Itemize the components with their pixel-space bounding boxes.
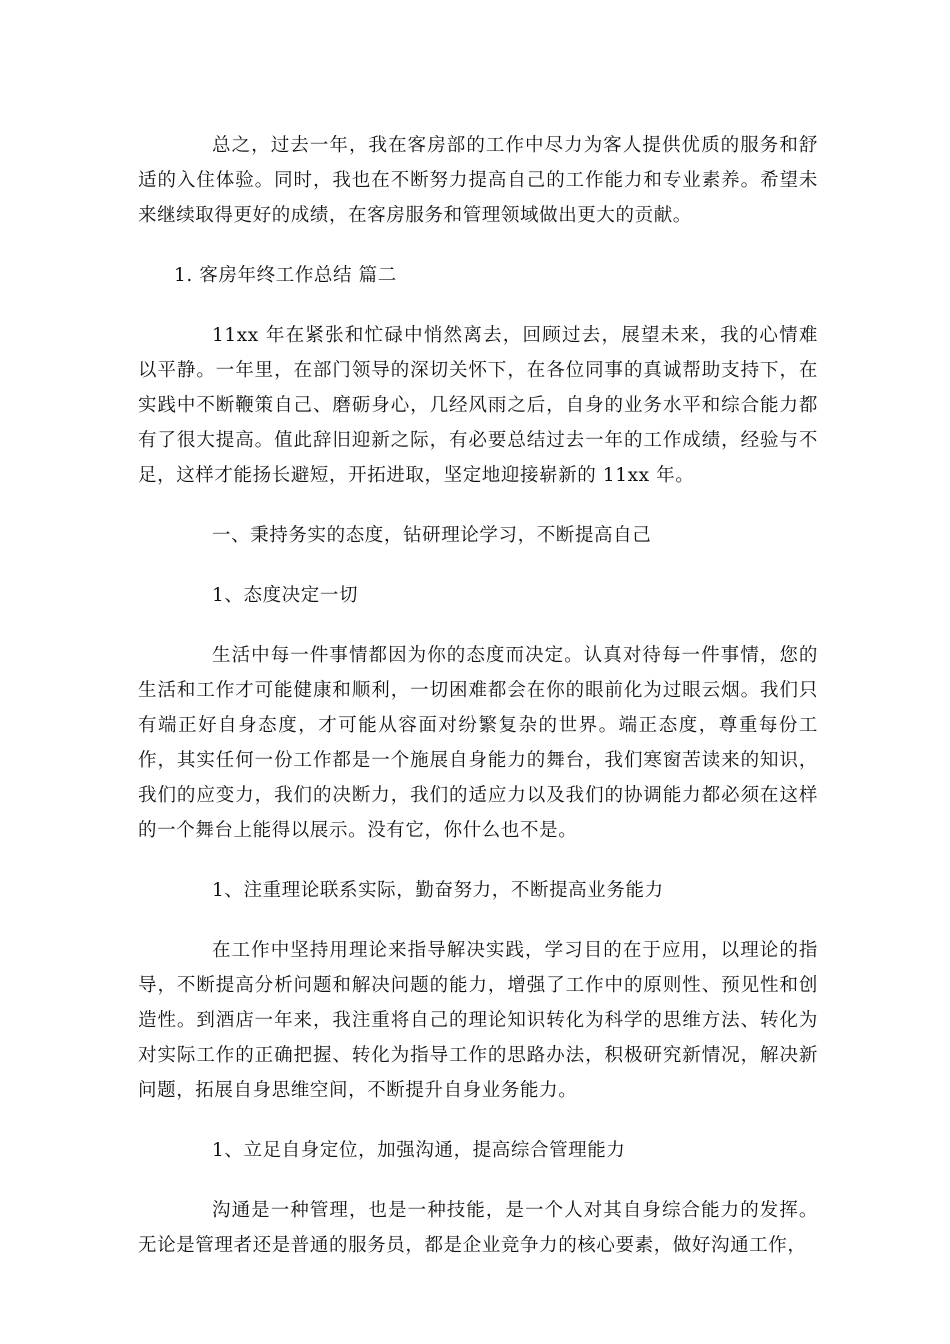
attitude-paragraph: 生活中每一件事情都因为你的态度而决定。认真对待每一件事情，您的生活和工作才可能健康和顺利，一切困难都会在你的眼前化为过眼云烟。我们只有端正好自身态度，才可能从容面对纷繁复杂的世界。端正态度，尊重每份工作，其实任何一份工作都是一个施展自身能力的舞台，我们寒窗苦读来的知识，我们的应变力，我们的决断力，我们的适应力以及我们的协调能力都必须在这样的一个舞台上能得以展示。没有它，你什么也不是。: [138, 645, 818, 841]
heading-theory: 1、注重理论联系实际，勤奋努力，不断提高业务能力: [212, 880, 664, 901]
summary-paragraph: 总之，过去一年，我在客房部的工作中尽力为客人提供优质的服务和舒适的入住体验。同时，我也在不断努力提高自己的工作能力和专业素养。希望未来继续取得更好的成绩，在客房服务和管理领域做出更大的贡献。: [138, 135, 818, 226]
communication-paragraph: 沟通是一种管理，也是一种技能，是一个人对其自身综合能力的发挥。无论是管理者还是普通的服务员，都是企业竞争力的核心要素，做好沟通工作，: [138, 1200, 818, 1256]
document-page: [138, 128, 818, 1263]
heading-communication: 1、立足自身定位，加强沟通，提高综合管理能力: [212, 1140, 626, 1161]
intro-paragraph: 11xx 年在紧张和忙碌中悄然离去，回顾过去，展望未来，我的心情难以平静。一年里，在部门领导的深切关怀下，在各位同事的真诚帮助支持下，在实践中不断鞭策自己、磨砺身心，几经风雨之后，自身的业务水平和综合能力都有了很大提高。值此辞旧迎新之际，有必要总结过去一年的工作成绩，经验与不足，这样才能扬长避短，开拓进取，坚定地迎接崭新的 11xx 年。: [138, 325, 818, 486]
heading-attitude: 1、态度决定一切: [212, 585, 359, 606]
heading-part-one: 一、秉持务实的态度，钻研理论学习，不断提高自己: [212, 525, 652, 546]
theory-paragraph: 在工作中坚持用理论来指导解决实践，学习目的在于应用，以理论的指导，不断提高分析问题和解决问题的能力，增强了工作中的原则性、预见性和创造性。到酒店一年来，我注重将自己的理论知识转化为科学的思维方法、转化为对实际工作的正确把握、转化为指导工作的思路办法，积极研究新情况，解决新问题，拓展自身思维空间，不断提升自身业务能力。: [138, 940, 818, 1101]
section-title: 1. 客房年终工作总结 篇二: [174, 265, 397, 286]
